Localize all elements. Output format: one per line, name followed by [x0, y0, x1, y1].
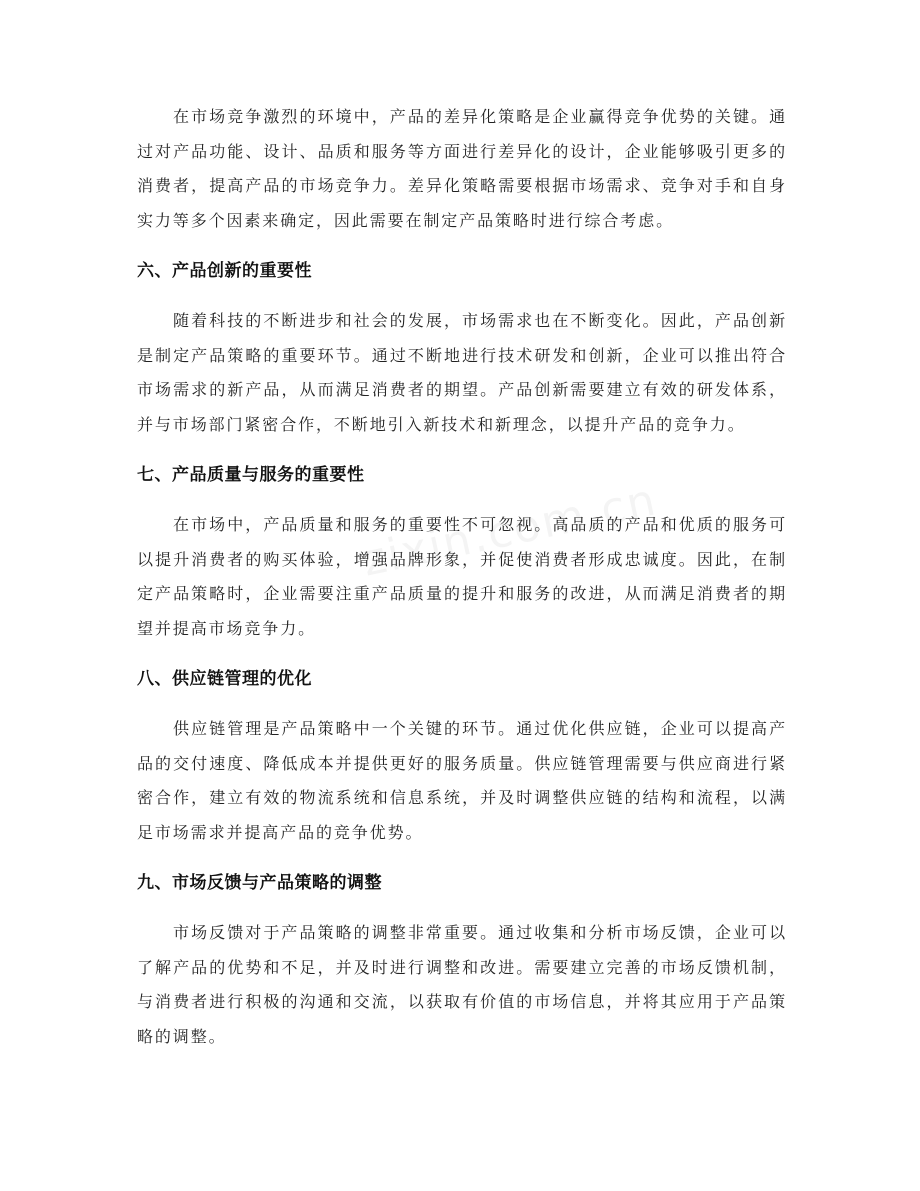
document-body	[137, 100, 787, 1054]
section-heading-9: 九、市场反馈与产品策略的调整	[137, 873, 382, 893]
section-body-6: 随着科技的不断进步和社会的发展，市场需求也在不断变化。因此，产品创新是制定产品策略的重要环节。通过不断地进行技术研发和创新，企业可以推出符合市场需求的新产品，从而满足消费者的期望。产品创新需要建立有效的研发体系，并与市场部门紧密合作，不断地引入新技术和新理念，以提升产品的竞争力。	[137, 311, 787, 434]
section-body-8: 供应链管理是产品策略中一个关键的环节。通过优化供应链，企业可以提高产品的交付速度、降低成本并提供更好的服务质量。供应链管理需要与供应商进行紧密合作，建立有效的物流系统和信息系统，并及时调整供应链的结构和流程，以满足市场需求并提高产品的竞争优势。	[137, 719, 787, 842]
section-body-9: 市场反馈对于产品策略的调整非常重要。通过收集和分析市场反馈，企业可以了解产品的优势和不足，并及时进行调整和改进。需要建立完善的市场反馈机制，与消费者进行积极的沟通和交流，以获取有价值的市场信息，并将其应用于产品策略的调整。	[137, 923, 787, 1046]
section-heading-8: 八、供应链管理的优化	[137, 669, 312, 689]
section-body-7: 在市场中，产品质量和服务的重要性不可忽视。高品质的产品和优质的服务可以提升消费者的购买体验，增强品牌形象，并促使消费者形成忠诚度。因此，在制定产品策略时，企业需要注重产品质量的提升和服务的改进，从而满足消费者的期望并提高市场竞争力。	[137, 515, 787, 638]
section-heading-7: 七、产品质量与服务的重要性	[137, 465, 365, 485]
intro-paragraph: 在市场竞争激烈的环境中，产品的差异化策略是企业赢得竞争优势的关键。通过对产品功能、设计、品质和服务等方面进行差异化的设计，企业能够吸引更多的消费者，提高产品的市场竞争力。差异化策略需要根据市场需求、竞争对手和自身实力等多个因素来确定，因此需要在制定产品策略时进行综合考虑。	[137, 107, 787, 230]
section-heading-6: 六、产品创新的重要性	[137, 261, 312, 281]
